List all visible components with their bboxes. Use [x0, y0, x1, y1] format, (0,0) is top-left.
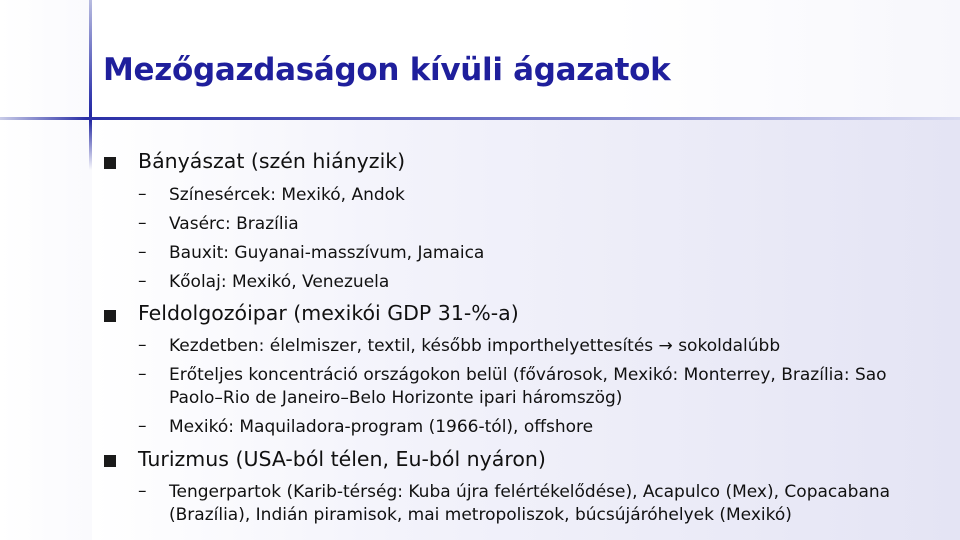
section-heading-mining: Bányászat (szén hiányzik) [138, 149, 406, 173]
list-item: Mexikó: Maquiladora-program (1966-tól), offshore [169, 417, 594, 437]
list-item: Színesércek: Mexikó, Andok [169, 185, 405, 205]
dash-bullet-icon: – [138, 271, 147, 291]
square-bullet-icon [104, 157, 116, 169]
section-heading-tourism: Turizmus (USA-ból télen, Eu-ból nyáron) [138, 447, 546, 471]
list-item: Tengerpartok (Karib-térség: Kuba újra felértékelődése), Acapulco (Mex), Copacabana (Brazília), Indián piramisok, mai metropoliszok, búcsújáróhelyek (Mexikó) [169, 482, 891, 525]
list-item: Vasérc: Brazília [169, 214, 299, 234]
square-bullet-icon [104, 310, 116, 322]
list-item: Kőolaj: Mexikó, Venezuela [169, 272, 390, 292]
dash-bullet-icon: – [138, 416, 147, 436]
list-item: Bauxit: Guyanai-masszívum, Jamaica [169, 243, 485, 263]
slide-title: Mezőgazdaságon kívüli ágazatok [103, 52, 671, 88]
content-area-background [92, 120, 960, 540]
vertical-accent-line [89, 0, 92, 170]
dash-bullet-icon: – [138, 242, 147, 262]
section-heading-manufacturing: Feldolgozóipar (mexikói GDP 31-%-a) [138, 301, 519, 325]
list-item: Kezdetben: élelmiszer, textil, később importhelyettesítés → sokoldalúbb [169, 336, 781, 356]
dash-bullet-icon: – [138, 335, 147, 355]
list-item: Erőteljes koncentráció országokon belül (fővárosok, Mexikó: Monterrey, Brazília: Sao Paolo–Rio de Janeiro–Belo Horizonte ipari háromszög) [169, 365, 887, 408]
dash-bullet-icon: – [138, 364, 147, 384]
horizontal-accent-line [0, 117, 960, 120]
square-bullet-icon [104, 455, 116, 467]
dash-bullet-icon: – [138, 184, 147, 204]
dash-bullet-icon: – [138, 481, 147, 501]
left-margin-background [0, 0, 92, 540]
dash-bullet-icon: – [138, 213, 147, 233]
